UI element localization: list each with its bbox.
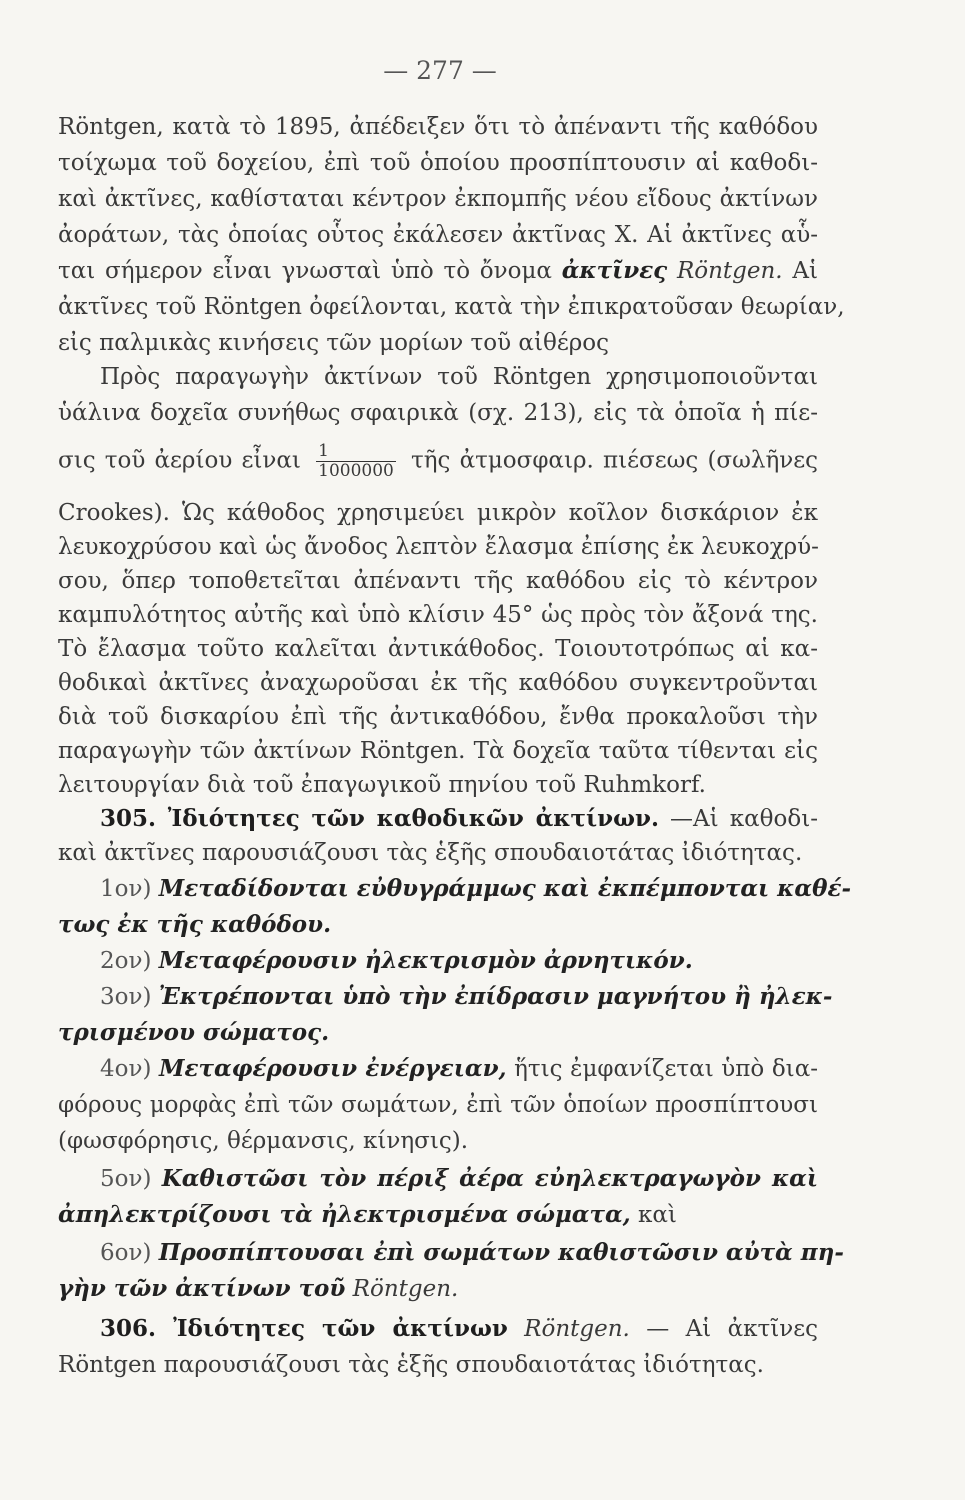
item-text: Προσπίπτουσαι ἐπὶ σωμάτων καθιστῶσιν αὐτὰ πη- [158, 1239, 844, 1266]
item-number: 4ον) [100, 1056, 152, 1082]
item-text: γὴν τῶν ἀκτίνων τοῦ [58, 1275, 346, 1302]
text-line: Τὸ ἔλασμα τοῦτο καλεῖται ἀντικάθοδος. Τοιουτοτρόπως αἱ κα- [58, 636, 818, 662]
text-run: σις τοῦ ἀερίου εἶναι [58, 447, 301, 474]
text-line: λευκοχρύσου καὶ ὡς ἄνοδος λεπτὸν ἔλασμα ἐπίσης ἐκ λευκοχρύ- [58, 534, 819, 560]
text-line: καὶ ἀκτῖνες παρουσιάζουσι τὰς ἑξῆς σπουδαιοτάτας ἰδιότητας. [58, 840, 803, 866]
item-text: Ἐκτρέπονται ὑπὸ τὴν ἐπίδρασιν μαγνήτου ἢ ἠλεκ- [158, 983, 833, 1010]
item-text: Μεταφέρουσιν ἠλεκτρισμὸν ἀρνητικόν. [158, 947, 693, 974]
item-text: Καθιστῶσι τὸν πέριξ ἀέρα εὐηλεκτραγωγὸν καὶ [161, 1165, 819, 1192]
property-item-4 [100, 1052, 818, 1086]
text-line: ἀοράτων, τὰς ὁποίας οὗτος ἐκάλεσεν ἀκτῖνας Χ. Αἱ ἀκτῖνες αὗ- [58, 222, 818, 248]
text-line: λειτουργίαν διὰ τοῦ ἐπαγωγικοῦ πηνίου τοῦ Ruhmkorf. [58, 772, 706, 798]
item-number: 6ον) [100, 1240, 152, 1266]
text-line: καμπυλότητος αὐτῆς καὶ ὑπὸ κλίσιν 45° ὡς πρὸς τὸν ἄξονά της. [58, 602, 818, 628]
item-number: 1ον) [100, 876, 152, 902]
text-line: Πρὸς παραγωγὴν ἀκτίνων τοῦ Röntgen χρησιμοποιοῦνται [100, 364, 818, 390]
text-line: καὶ ἀκτῖνες, καθίσταται κέντρον ἐκπομπῆς νέου εἴδους ἀκτίνων [58, 186, 818, 212]
text-line: φόρους μορφὰς ἐπὶ τῶν σωμάτων, ἐπὶ τῶν ὁποίων προσπίπτουσι [58, 1092, 818, 1118]
item-text: τως ἐκ τῆς καθόδου. [58, 911, 332, 938]
fraction [316, 442, 396, 481]
page-number: — 277 — [383, 56, 497, 85]
text-line: θοδικαὶ ἀκτῖνες ἀναχωροῦσαι ἐκ τῆς καθόδου συγκεντροῦνται [58, 670, 818, 696]
text-line: Crookes). Ὡς κάθοδος χρησιμεύει μικρὸν κοῖλον δισκάριον ἐκ [58, 500, 818, 526]
text-line: (φωσφόρησις, θέρμανσις, κίνησις). [58, 1128, 469, 1154]
text-run: καὶ [638, 1202, 677, 1228]
text-line [58, 1198, 677, 1232]
fraction-denominator: 1000000 [318, 461, 394, 481]
item-text: Μεταδίδονται εὐθυγράμμως καὶ ἐκπέμπονται καθέ- [158, 875, 851, 902]
text-line: εἰς παλμικὰς κινήσεις τῶν μορίων τοῦ αἰθέρος [58, 330, 609, 356]
property-item-5 [100, 1162, 818, 1196]
text-run: τῆς ἀτμοσφαιρ. πιέσεως (σωλῆνες [411, 447, 819, 474]
section-305-heading [100, 802, 818, 836]
italic-name: Röntgen. [524, 1316, 630, 1342]
text-run: ται σήμερον εἶναι γνωσταὶ ὑπὸ τὸ ὄνομα [58, 258, 552, 284]
text-line: σου, ὅπερ τοποθετεῖται ἀπέναντι τῆς καθόδου εἰς τὸ κέντρον [58, 568, 818, 594]
item-text: τρισμένου σώματος. [58, 1019, 330, 1046]
text-line: τοίχωμα τοῦ δοχείου, ἐπὶ τοῦ ὁποίου προσπίπτουσιν αἱ καθοδι- [58, 150, 818, 176]
item-text: ἀπηλεκτρίζουσι τὰ ἠλεκτρισμένα σώματα, [58, 1201, 631, 1228]
text-line: Röntgen παρουσιάζουσι τὰς ἑξῆς σπουδαιοτάτας ἰδιότητας. [58, 1352, 764, 1378]
property-item-1 [100, 872, 851, 906]
property-item-6 [100, 1236, 844, 1270]
item-number: 2ον) [100, 948, 152, 974]
text-run: Αἱ [792, 258, 818, 284]
fraction-numerator: 1 [318, 441, 329, 461]
text-line: παραγωγὴν τῶν ἀκτίνων Röntgen. Τὰ δοχεῖα ταῦτα τίθενται εἰς [58, 738, 818, 764]
section-title: 306. Ἰδιότητες τῶν ἀκτίνων [100, 1315, 508, 1342]
italic-name: Röntgen. [352, 1276, 459, 1302]
text-line: ὑάλινα δοχεῖα συνήθως σφαιρικὰ (σχ. 213), εἰς τὰ ὁποῖα ἡ πίε- [58, 400, 818, 426]
text-line: Röntgen, κατὰ τὸ 1895, ἀπέδειξεν ὅτι τὸ ἀπέναντι τῆς καθόδου [58, 114, 818, 140]
bold-term: ἀκτῖνες [561, 257, 668, 284]
italic-name: Röntgen. [676, 258, 783, 284]
item-number: 5ον) [100, 1166, 152, 1192]
text-line [58, 1016, 329, 1050]
section-title: 305. Ἰδιότητες τῶν καθοδικῶν ἀκτίνων. [100, 805, 659, 832]
item-number: 3ον) [100, 984, 152, 1010]
text-run: —Αἱ καθοδι- [670, 806, 818, 832]
text-run: ἥτις ἐμφανίζεται ὑπὸ δια- [514, 1056, 818, 1082]
text-run: — Αἱ ἀκτῖνες [646, 1316, 818, 1342]
text-line [58, 908, 331, 942]
property-item-3 [100, 980, 833, 1014]
property-item-2 [100, 944, 693, 978]
section-306-heading [100, 1312, 818, 1346]
text-line: ἀκτῖνες τοῦ Röntgen ὀφείλονται, κατὰ τὴν ἐπικρατοῦσαν θεωρίαν, [58, 294, 845, 320]
item-text: Μεταφέρουσιν ἐνέργειαν, [159, 1055, 507, 1082]
text-line-fraction [58, 442, 818, 481]
text-line [58, 1272, 458, 1306]
text-line [58, 254, 818, 288]
text-line: διὰ τοῦ δισκαρίου ἐπὶ τῆς ἀντικαθόδου, ἔνθα προκαλοῦσι τὴν [58, 704, 818, 730]
